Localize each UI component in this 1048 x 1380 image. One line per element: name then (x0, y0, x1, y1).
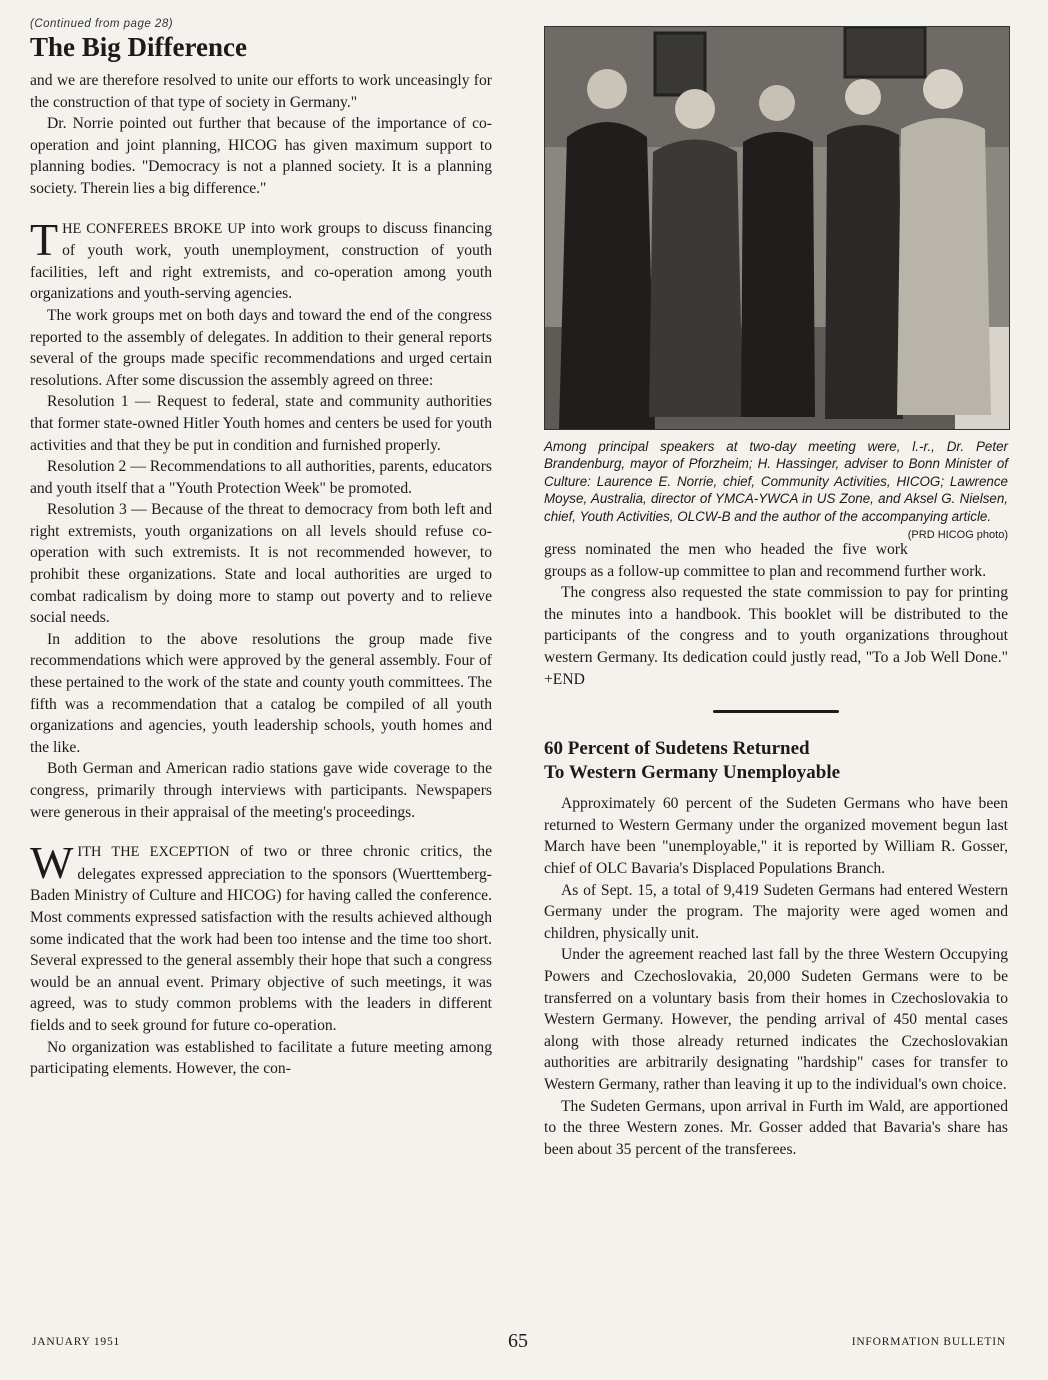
lead-in: ITH THE EXCEPTION (77, 844, 230, 861)
body-block-right-a (544, 539, 1008, 690)
drop-cap: T (30, 213, 59, 265)
body-paragraph: Dr. Norrie pointed out further that because of the importance of co-operation and joint planning, HICOG has given maximum support to planning bodies. "Democracy is not a planned society. It is a planning society. Therein lies a big difference." (30, 115, 492, 197)
body-block-right-b (544, 793, 1008, 1160)
body-paragraph: No organization was established to facilitate a future meeting among participating elements. However, the con- (30, 1038, 492, 1078)
resolution-2: Resolution 2 — Recommendations to all authorities, parents, educators and youth itself that a "Youth Protection Week" be promoted. (30, 458, 492, 497)
body-paragraph: gress nominated the men who headed the five work groups as a follow-up committee to plan and recommend further work. (544, 541, 987, 580)
body-paragraph: Approximately 60 percent of the Sudeten Germans who have been returned to Western Germany under the organized movement begun last March have been "unemployable," it is reported by William R. Gosser, chief of OLC Bavaria's Displaced Populations Branch. (544, 795, 1008, 877)
footer-publication: INFORMATION BULLETIN (851, 1336, 1006, 1348)
lead-in: HE CONFEREES BROKE UP (62, 220, 246, 237)
left-column (30, 18, 492, 1080)
body-block-a (30, 70, 492, 200)
body-paragraph: The congress also requested the state commission to pay for printing the minutes into a handbook. This booklet will be distributed to the participants of the congress and to youth organizations throughout western Germany. Its dedication could justly read, "To a Job Well Done." +END (544, 584, 1008, 688)
body-paragraph: The Sudeten Germans, upon arrival in Furth im Wald, are apportioned to the three Western zones. Mr. Gosser added that Bavaria's share has been about 35 percent of the transferees. (544, 1097, 1008, 1158)
body-paragraph: The work groups met on both days and toward the end of the congress reported to the assembly of delegates. In addition to their general reports several of the groups made specific recommendations and urged certain resolutions. After some discussion the assembly agreed on three: (30, 306, 492, 389)
body-paragraph: In addition to the above resolutions the group made five recommendations which were approved by the general assembly. Four of these pertained to the work of the state and county youth committees. The fifth was a recommendation that a catalog be compiled of all youth organizations and agencies, youth leadership schools, youth homes and the like. (30, 630, 492, 756)
subhead-line-1: 60 Percent of Sudetens Returned (544, 738, 810, 760)
subhead-line-2: To Western Germany Unemployable (544, 762, 841, 784)
footer-date: JANUARY 1951 (32, 1336, 121, 1348)
group-photo-icon (544, 26, 1010, 430)
section-divider (713, 710, 839, 713)
body-paragraph: As of Sept. 15, a total of 9,419 Sudeten Germans had entered Western Germany under the program. The majority were aged women and children, physically unit. (544, 881, 1008, 942)
resolution-3: Resolution 3 — Because of the threat to democracy from both left and right extremists, youth organizations on all levels should refuse co-operation with such extremists. It is not recommended however, to prohibit these organizations. State and local authorities are urged to combat radicalism by doing more to stamp out poverty and to relieve social needs. (30, 501, 492, 627)
body-paragraph: Both German and American radio stations gave wide coverage to the congress, primarily through interviews with participants. Newspapers were generous in their appraisal of the meeting's proceedings. (30, 760, 492, 821)
page-number: 65 (508, 1330, 528, 1352)
article-subhead (544, 737, 1008, 785)
section-text: of two or three chronic critics, the delegates expressed appreciation to the sponsors (Wuerttemberg-Baden Ministry of Culture and HICOG) for having called the conference. Most comments expressed satisfaction with the results achieved although some indicated that the work had been too intense and the time too short. Several expressed to the general assembly their hope that such a congress would be an annual event. Primary objective of such meetings, it was agreed, was to study common problems with the leaders in different fields and to seek ground for future co-operation. (30, 843, 492, 1034)
caption-text: Among principal speakers at two-day meeting were, l.-r., Dr. Peter Brandenburg, mayor of Pforzheim; H. Hassinger, adviser to Bonn Minister of Culture: Laurence E. Norrie, chief, Community Activities, HICOG; Lawrence Moyse, Australia, director of YMCA-YWCA in US Zone, and Aksel G. Nielsen, chief, Youth Activities, OLCW-B and the author of the accompanying article. (544, 439, 1008, 524)
right-column (544, 26, 1008, 1160)
article-title: The Big Difference (30, 32, 247, 62)
resolution-1: Resolution 1 — Request to federal, state and community authorities that former state-owned Hitler Youth homes and centers be used for youth activities and that they be put in condition and furnished properly. (30, 393, 492, 454)
body-paragraph: and we are therefore resolved to unite our efforts to work unceasingly for the construction of that type of society in Germany." (30, 72, 492, 111)
speakers-photo-illustration (545, 27, 1009, 429)
drop-cap: W (30, 837, 74, 889)
section-paragraph-exception (30, 837, 492, 1036)
body-paragraph: Under the agreement reached last fall by the three Western Occupying Powers and Czechoslovakia, 20,000 Sudeten Germans were to be transferred on a voluntary basis from their homes in Czechoslovakia to Western Germany. However, the pending arrival of 450 mental cases along with those already returned indicates the Czechoslovakian authorities are arbitrarily designating "hardship" cases for transfer to Western Germany, rather than leaving it up to the individual's own choice. (544, 946, 1008, 1093)
section-text: into work groups to discuss financing of youth work, youth unemployment, construction of youth facilities, left and right extremists, and co-operation among youth organizations and youth-serving agencies. (30, 219, 492, 303)
photo-credit: (PRD HICOG photo) (907, 529, 1008, 542)
section-paragraph-conferees (30, 213, 492, 305)
body-block-b (30, 305, 492, 823)
photo-caption (544, 438, 1008, 542)
continued-note: (Continued from page 28) (30, 18, 174, 30)
